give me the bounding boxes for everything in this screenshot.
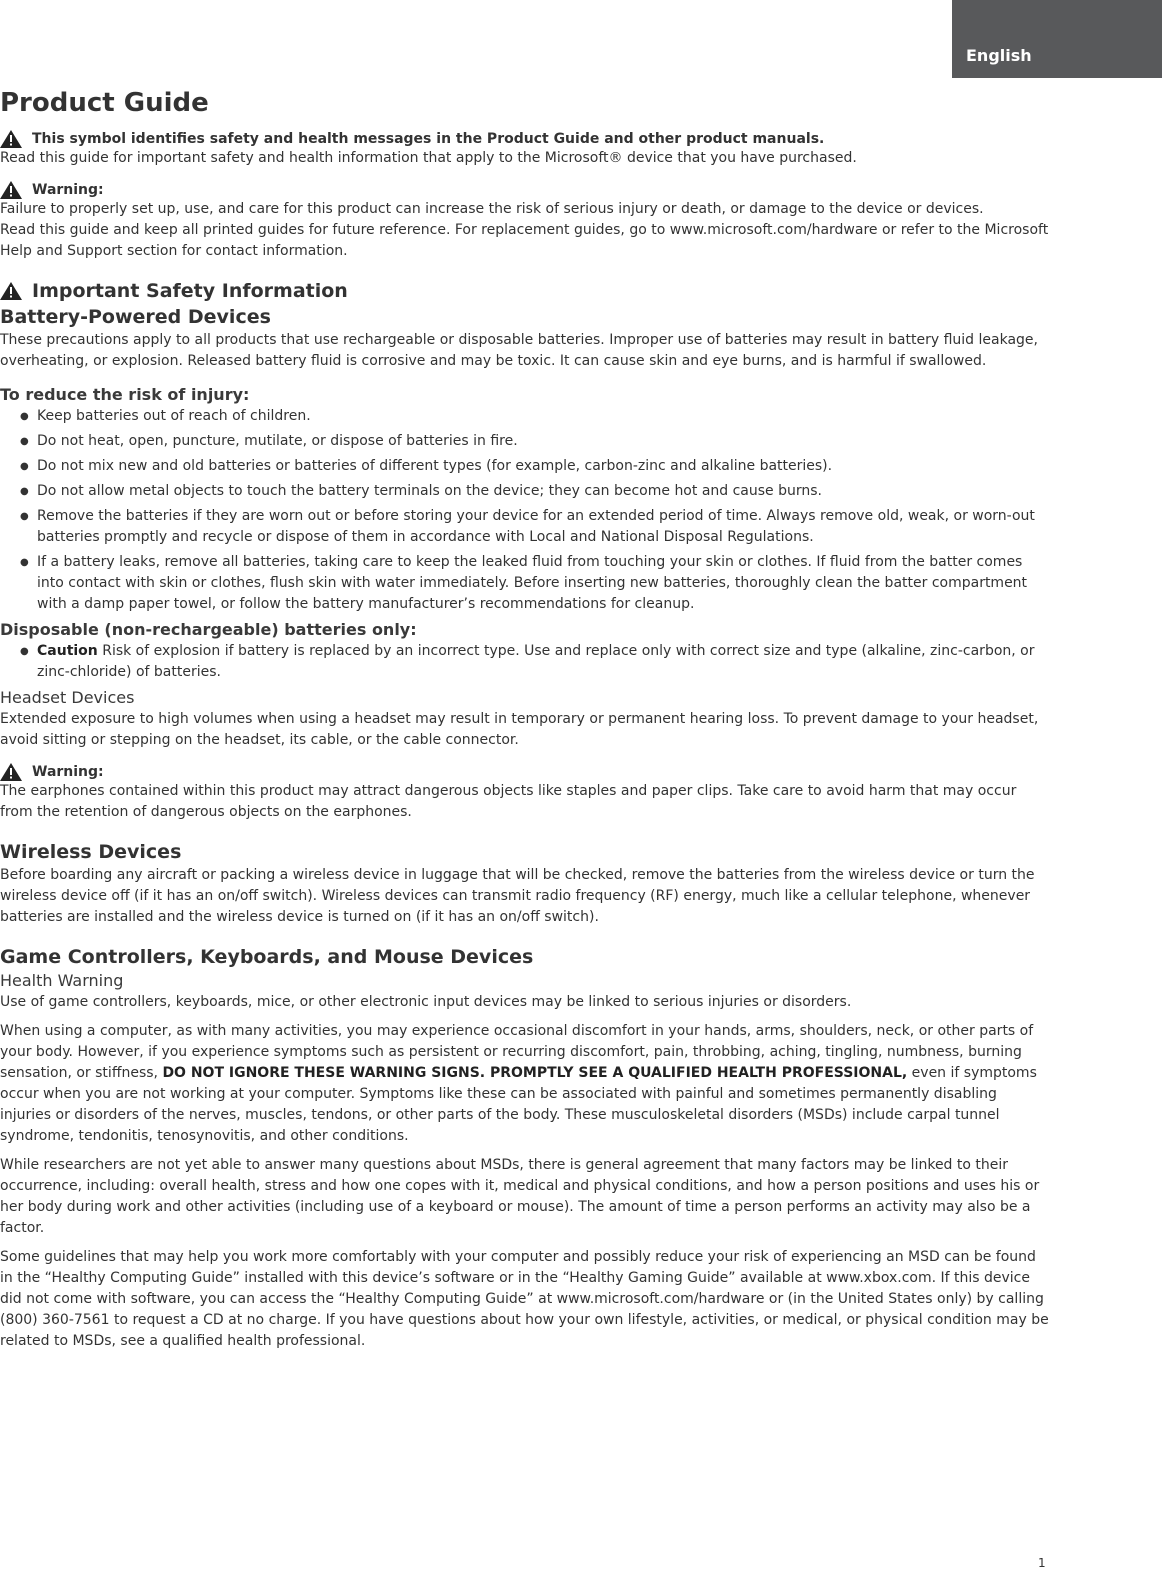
health-text-2 (0, 1021, 1052, 1147)
warning-label: Warning: (32, 182, 104, 198)
wireless-text: Before boarding any aircraft or packing a wireless device in luggage that will be checked, remove the batteries from the wireless device or turn the wireless device off (if it has an on/off switch). Wireless devices can transmit radio frequency (RF) energy, much like a cellular telephone, whenever batteries are installed and the wireless device is turned on (if it has an on/off switch). (0, 867, 1035, 925)
headset-warning-text: The earphones contained within this product may attract dangerous objects like staples and paper clips. Take care to avoid harm that may occur from the retention of dangerous objects on the earphones. (0, 783, 1017, 820)
health-text-2a: When using a computer, as with many activities, you may experience occasional discomfort in your hands, arms, shoulders, neck, or other parts of your body. However, if you experience symptoms such as persistent or recurring discomfort, pain, throbbing, aching, tingling, numbness, burning sensation, or stiffness, (0, 1023, 1034, 1081)
warning-icon (0, 130, 22, 148)
reduce-risk-heading: To reduce the risk of injury: (0, 385, 250, 404)
language-tab (952, 0, 1162, 78)
headset-warning-heading (0, 763, 1052, 781)
warning-icon (0, 763, 22, 781)
symbol-note-text: This symbol identifies safety and health messages in the Product Guide and other product manuals. (32, 131, 825, 147)
health-warning-heading: Health Warning (0, 971, 124, 990)
game-devices-heading: Game Controllers, Keyboards, and Mouse Devices (0, 946, 534, 968)
list-item: ● If a battery leaks, remove all batteries, taking care to keep the leaked fluid from touching your skin or clothes. If fluid from the batter comes into contact with skin or clothes, flush skin with water immediately. Before inserting new batteries, thoroughly clean the batter compartment with a damp paper towel, or follow the battery manufacturer’s recommendations for cleanup. (20, 552, 1052, 615)
safety-title-text: Important Safety Information (32, 280, 348, 302)
symbol-note (0, 130, 1052, 148)
safety-section-title (0, 278, 1052, 304)
language-label: English (966, 46, 1032, 65)
wireless-heading: Wireless Devices (0, 841, 182, 863)
list-item: ● Do not mix new and old batteries or batteries of different types (for example, carbon-zinc and alkaline batteries). (20, 456, 1052, 477)
intro-text: Read this guide for important safety and health information that apply to the Microsoft® device that you have purchased. (0, 150, 857, 166)
caution-label: Caution (37, 643, 98, 659)
health-warning-emphasis: DO NOT IGNORE THESE WARNING SIGNS. PROMPTLY SEE A QUALIFIED HEALTH PROFESSIONAL, (162, 1065, 908, 1081)
battery-text: These precautions apply to all products that use rechargeable or disposable batteries. Improper use of batteries may result in battery fluid leakage, overheating, or explosion. Released battery fluid is corrosive and may be toxic. It can cause skin and eye burns, and is harmful if swallowed. (0, 332, 1038, 369)
headset-heading: Headset Devices (0, 688, 135, 707)
page-number: 1 (1038, 1556, 1046, 1570)
caution-item (20, 641, 1052, 683)
page-title: Product Guide (0, 88, 209, 118)
warning-icon (0, 282, 22, 300)
health-text-3: While researchers are not yet able to answer many questions about MSDs, there is general agreement that many factors may be linked to their occurrence, including: overall health, stress and how one copes with it, medical and physical conditions, and how a person positions and uses his or her body during work and other activities (including use of a keyboard or mouse). The amount of time a person performs an activity may also be a factor. (0, 1157, 1040, 1236)
disposable-heading: Disposable (non-rechargeable) batteries only: (0, 620, 417, 639)
warning-text-2: Read this guide and keep all printed guides for future reference. For replacement guides, go to www.microsoft.com/hardware or refer to the Microsoft Help and Support section for contact information. (0, 222, 1049, 259)
list-item: ● Do not heat, open, puncture, mutilate, or dispose of batteries in fire. (20, 431, 1052, 452)
warning-icon (0, 181, 22, 199)
health-text-2b: even if symptoms occur when you are not working at your computer. Symptoms like these can be associated with painful and sometimes permanently disabling injuries or disorders of the nerves, muscles, tendons, or other parts of the body. These musculoskeletal disorders (MSDs) include carpal tunnel syndrome, tendonitis, tenosynovitis, and other conditions. (0, 1065, 1037, 1144)
headset-warning-label: Warning: (32, 764, 104, 780)
list-item: ● Do not allow metal objects to touch the battery terminals on the device; they can become hot and cause burns. (20, 481, 1052, 502)
health-text-1: Use of game controllers, keyboards, mice, or other electronic input devices may be linked to serious injuries or disorders. (0, 994, 852, 1010)
list-item: ● Remove the batteries if they are worn out or before storing your device for an extended period of time. Always remove old, weak, or worn-out batteries promptly and recycle or dispose of them in accordance with Local and National Disposal Regulations. (20, 506, 1052, 548)
health-text-4: Some guidelines that may help you work more comfortably with your computer and possibly reduce your risk of experiencing an MSD can be found in the “Healthy Computing Guide” installed with this device’s software or in the “Healthy Gaming Guide” available at www.xbox.com. If this device did not come with software, you can access the “Healthy Computing Guide” at www.microsoft.com/hardware or (in the United States only) by calling (800) 360-7561 to request a CD at no charge. If you have questions about how your own lifestyle, activities, or medical, or physical condition may be related to MSDs, see a qualified health professional. (0, 1249, 1049, 1349)
battery-heading: Battery-Powered Devices (0, 306, 271, 328)
disposable-list (0, 641, 1052, 683)
document-body (0, 86, 1052, 1352)
battery-precautions-list (0, 406, 1052, 615)
list-item: ● Keep batteries out of reach of children. (20, 406, 1052, 427)
headset-text: Extended exposure to high volumes when using a headset may result in temporary or permanent hearing loss. To prevent damage to your headset, avoid sitting or stepping on the headset, its cable, or the cable connector. (0, 711, 1039, 748)
warning-heading (0, 181, 1052, 199)
warning-text: Failure to properly set up, use, and care for this product can increase the risk of serious injury or death, or damage to the device or devices. (0, 201, 984, 217)
caution-text: Risk of explosion if battery is replaced by an incorrect type. Use and replace only with correct size and type (alkaline, zinc-carbon, or zinc-chloride) of batteries. (37, 643, 1035, 680)
